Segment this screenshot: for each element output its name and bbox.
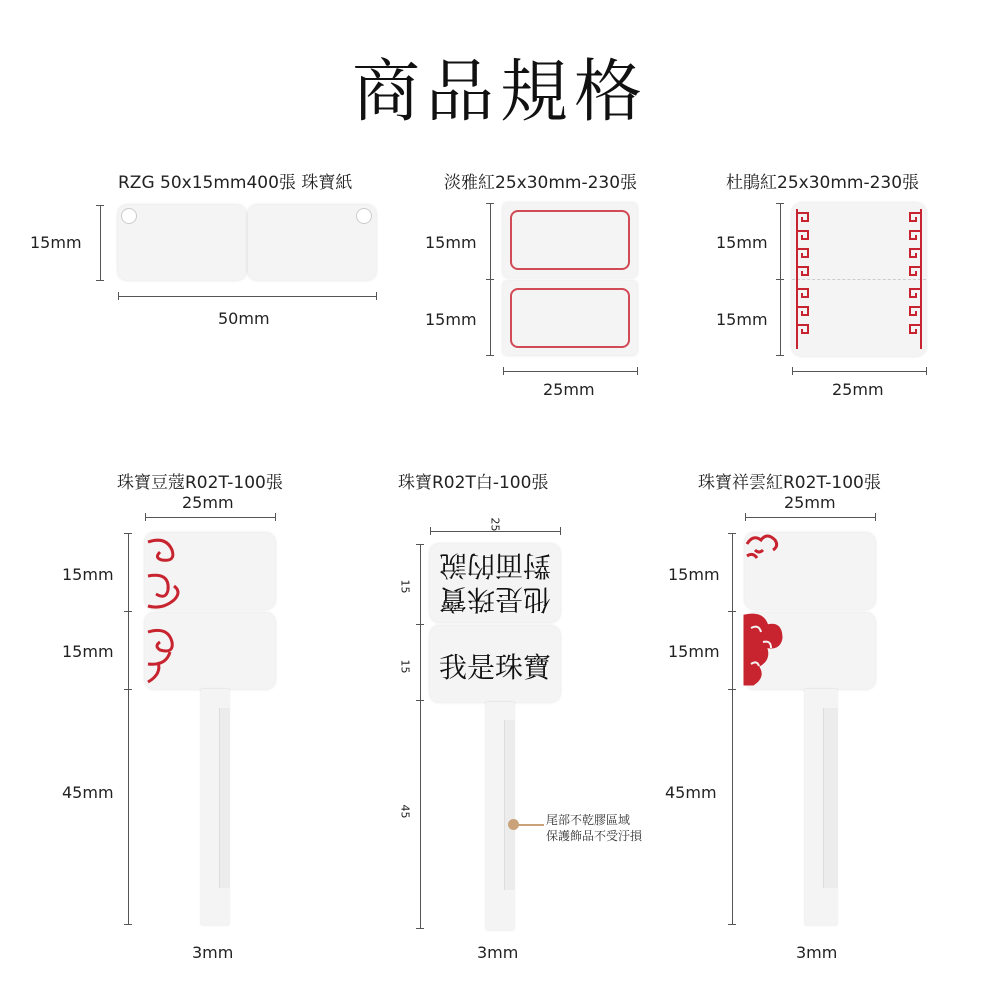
fret-pattern-left [796,209,812,349]
cloud-pattern-top [745,530,785,570]
dim-label-h1: 15mm [62,565,114,584]
dim-label-tail: 45 [398,804,412,819]
dim-line-width [145,517,275,518]
dim-tick [416,544,424,545]
dim-tick [728,689,736,690]
dim-tick [416,928,424,929]
dim-line-height [128,533,129,925]
dim-label-tail-width: 3mm [477,943,519,962]
dim-tick [145,513,146,521]
dim-tick [728,924,736,925]
dim-tick [486,355,494,356]
dim-tick [792,367,793,375]
swirl-pattern [146,536,186,686]
dim-tick [376,292,377,300]
tag-head-top [430,544,560,622]
hole-icon [356,208,372,224]
dim-line-width [118,296,376,297]
fret-pattern-right [906,209,922,349]
dim-label-height-top: 15mm [425,233,477,252]
dim-label-tail-width: 3mm [796,943,838,962]
tail-adhesive-strip [219,708,230,888]
dim-label-tail: 45mm [665,783,717,802]
label-caption-danya: 淡雅紅25x30mm-230張 [444,173,638,193]
dim-label-height-top: 15mm [716,233,768,252]
dim-label-h1: 15mm [668,565,720,584]
tag-text-upside-down: 他是珠寶 對面的說 [439,549,552,616]
dim-tick [430,527,431,535]
cloud-pattern-bottom [745,612,787,690]
dim-tick [776,279,784,280]
dim-label-h2: 15mm [62,642,114,661]
dim-label-height-bottom: 15mm [425,310,477,329]
dim-line-width [745,517,875,518]
red-frame [510,210,630,270]
red-frame [510,288,630,348]
dim-tick [728,533,736,534]
dim-label-tail: 45mm [62,783,114,802]
dim-label-width: 50mm [218,309,270,328]
dim-tick [728,611,736,612]
dim-label-width: 25mm [784,493,836,512]
dim-line-width [503,371,637,372]
hole-icon [121,208,137,224]
dim-tick [96,205,104,206]
tag-caption-doukou: 珠寶豆蔻R02T-100張 [117,473,283,493]
dim-label-h2: 15 [398,659,412,674]
dim-label-height: 15mm [30,233,82,252]
dim-tick [96,280,104,281]
dim-tick [124,611,132,612]
dim-tick [416,700,424,701]
label-sheet-left [118,205,246,280]
tag-head-bottom [430,626,560,702]
label-card-bottom [503,281,637,355]
tail-adhesive-strip [823,708,838,888]
dim-tick [124,689,132,690]
dim-label-width: 25mm [182,493,234,512]
dim-tick [416,624,424,625]
dim-tick [875,513,876,521]
label-caption-dujuan: 杜鵑紅25x30mm-230張 [726,173,920,193]
label-caption-rzg: RZG 50x15mm400張 珠寶紙 [118,173,353,193]
dim-tick [124,924,132,925]
dim-tick [776,355,784,356]
dim-line-height [420,544,421,929]
dim-label-tail-width: 3mm [192,943,234,962]
dim-tick [637,367,638,375]
dim-tick [776,203,784,204]
label-card-top [503,203,637,277]
note-line-2: 保護飾品不受汙損 [546,829,643,843]
dim-label-width: 25mm [832,380,884,399]
dim-tick [118,292,119,300]
dim-label-height-bottom: 15mm [716,310,768,329]
dim-tick [926,367,927,375]
tag-caption-xiangyun: 珠寶祥雲紅R02T-100張 [698,473,881,493]
dim-label-width: 25mm [543,380,595,399]
dim-tick [124,533,132,534]
dim-tick [503,367,504,375]
tag-text-upright: 我是珠寶 [438,651,551,684]
dim-line-height [100,205,101,280]
dim-label-h1: 15 [398,579,412,594]
dim-line-height [732,533,733,925]
note-line-1: 尾部不乾膠區域 [546,813,631,827]
callout-line [518,824,544,826]
page-title: 商品規格 [351,53,648,132]
dim-label-h2: 15mm [668,642,720,661]
tail-adhesive-strip [504,720,515,890]
dim-tick [745,513,746,521]
dim-label-width: 25 [488,517,502,532]
dim-tick [486,203,494,204]
label-card-dujuan [792,203,926,356]
tag-caption-white: 珠寶R02T白-100張 [398,473,549,493]
dim-tick [275,513,276,521]
dim-line-width [792,371,926,372]
dim-tick [486,279,494,280]
dim-tick [560,527,561,535]
